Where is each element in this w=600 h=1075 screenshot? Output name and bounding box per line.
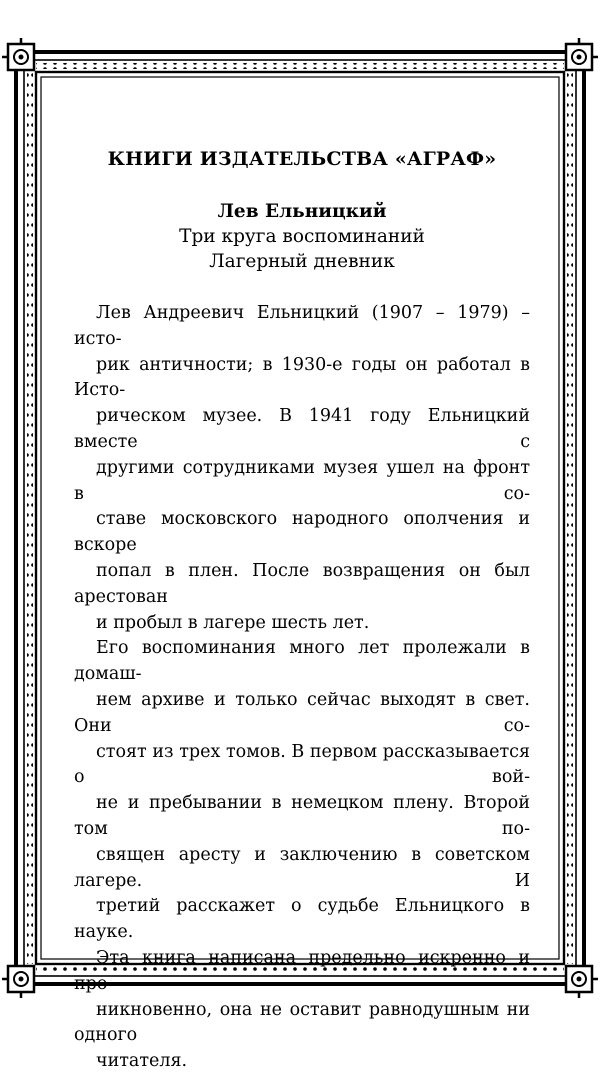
page-content (74, 145, 530, 1075)
frame-corner-bottom-right (566, 966, 598, 998)
description-line: попал в плен. После возвращения он был арестован (74, 560, 530, 607)
book-subtitle: Лагерный дневник (209, 251, 395, 272)
description-line: нем архиве и только сейчас выходят в свет. Они со- (74, 689, 530, 736)
description-line: рик античности; в 1930-е годы он работал в Исто- (74, 354, 530, 401)
description-line: читателя. (96, 1051, 188, 1072)
description-line: ставе московского народного ополчения и вскоре (74, 509, 530, 556)
frame-bead-left (27, 72, 33, 964)
frame-corner-bottom-left (2, 966, 34, 998)
frame-corner-top-left (2, 38, 34, 70)
description-line: Его воспоминания много лет пролежали в домаш- (74, 638, 530, 685)
book-author: Лев Ельницкий (217, 201, 387, 222)
description-line: стоят из трех томов. В первом рассказывается о вой- (74, 741, 530, 788)
frame-bead-right (567, 72, 573, 964)
frame-bead-top (36, 63, 564, 69)
description-paragraph-1 (74, 301, 530, 636)
description-line: рическом музее. В 1941 году Ельницкий вместе с (74, 406, 530, 452)
description-line: и пробыл в лагере шесть лет. (96, 612, 370, 633)
book-description (74, 301, 530, 1075)
description-line: священ аресту и заключению в советском лагере. И (74, 844, 530, 891)
book-title: Три круга воспоминаний (179, 226, 425, 247)
description-paragraph-3 (74, 946, 530, 1075)
description-paragraph-2 (74, 636, 530, 946)
description-line: Лев Андреевич Ельницкий (1907 – 1979) – исто- (74, 303, 530, 349)
frame-corner-top-right (566, 38, 598, 70)
description-line: не и пребывании в немецком плену. Второй том по- (74, 793, 530, 839)
description-line: третий расскажет о судьбе Ельницкого в науке. (74, 896, 530, 943)
description-line: никновенно, она не оставит равнодушным ни одного (74, 999, 530, 1046)
description-line: Эта книга написана предельно искренно и про- (74, 947, 530, 994)
page-heading: КНИГИ ИЗДАТЕЛЬСТВА «АГРАФ» (107, 148, 497, 170)
description-line: другими сотрудниками музея ушел на фронт в со- (74, 457, 530, 504)
book-title-block (74, 199, 530, 274)
